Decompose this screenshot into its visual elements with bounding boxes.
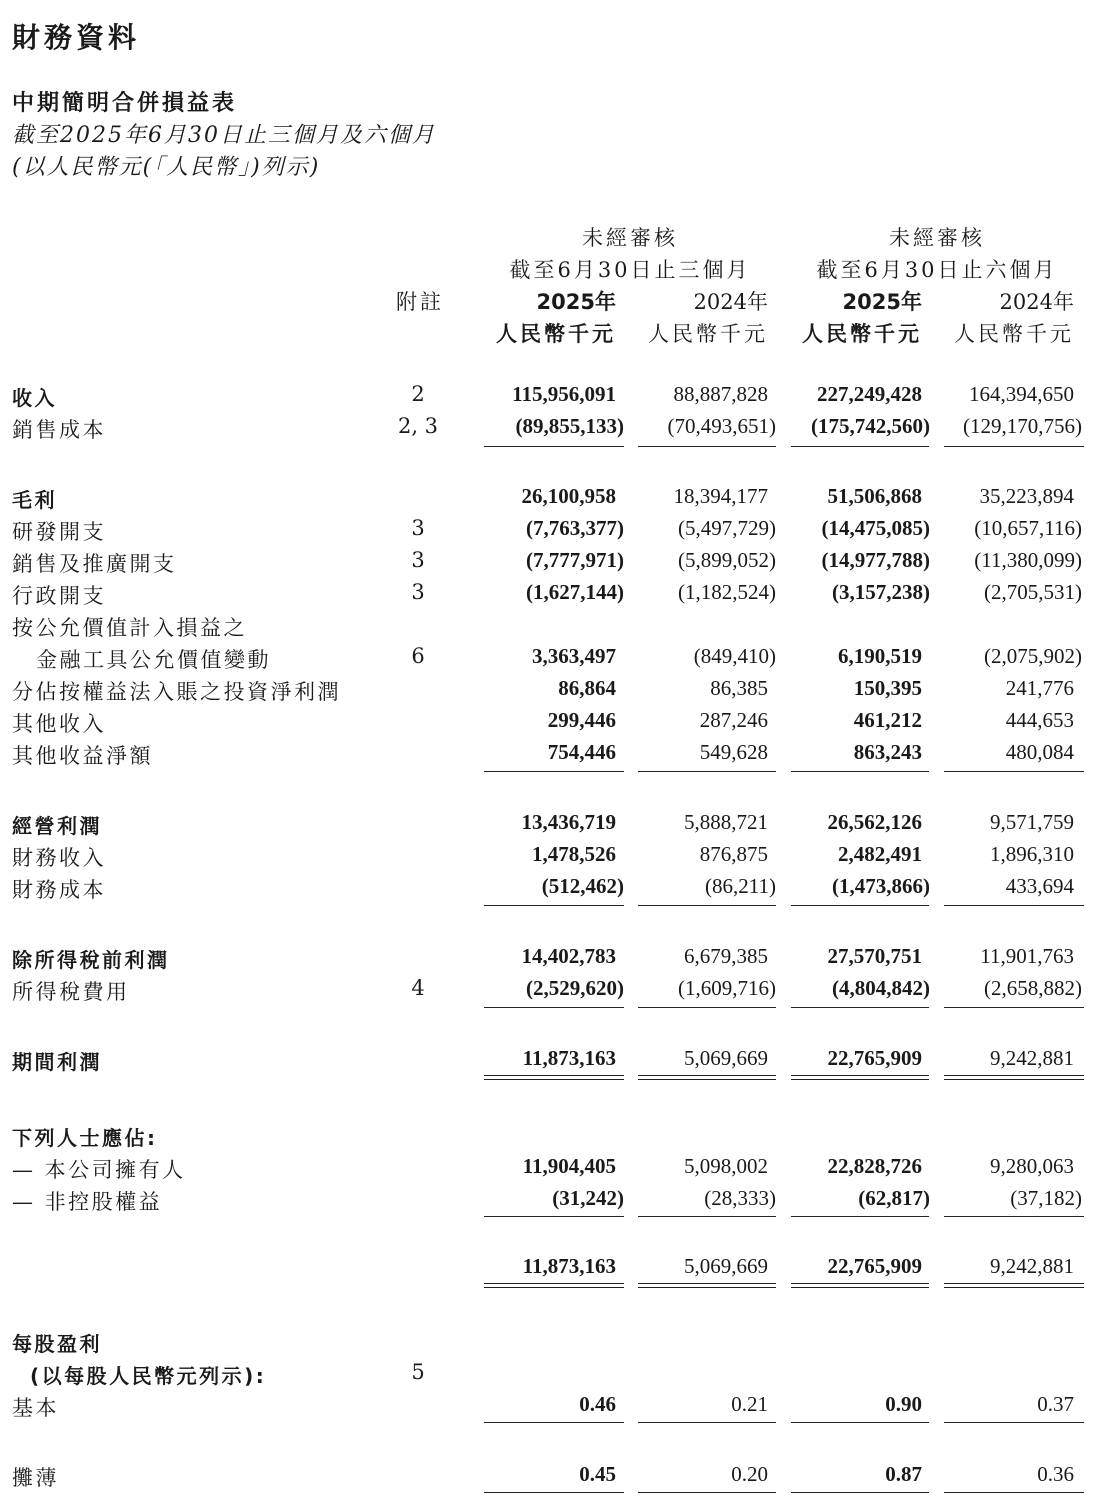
cell-profit-2025-6m: 22,765,909 [827, 1046, 922, 1070]
cell-owners-2025-6m: 22,828,726 [827, 1154, 922, 1178]
rule [791, 1007, 929, 1008]
cell-selling-2025-3m: (7,777,971) [526, 548, 624, 572]
cell-gross-profit-2025-6m: 51,506,868 [827, 484, 922, 508]
cell-rd-2025-3m: (7,763,377) [526, 516, 624, 540]
cell-nci-2024-3m: (28,333) [704, 1186, 776, 1210]
header-year-2025-6m: 2025年 [842, 290, 922, 314]
cell-revenue-2025-6m: 227,249,428 [817, 382, 922, 406]
cell-equity-method-2025-6m: 150,395 [853, 676, 922, 700]
cell-diluted-2024-3m: 0.20 [731, 1462, 768, 1486]
cell-diluted-2024-6m: 0.36 [1037, 1462, 1074, 1486]
row-label-revenue: 收入 [12, 386, 57, 410]
row-note-rd: 3 [411, 516, 425, 540]
rule [944, 1422, 1084, 1423]
cell-total-2025-6m: 22,765,909 [827, 1254, 922, 1278]
row-label-other-income: 其他收入 [12, 712, 106, 736]
cell-basic-2025-6m: 0.90 [885, 1392, 922, 1416]
rule [638, 1492, 776, 1493]
currency-line: (以人民幣元(「人民幣」)列示) [12, 155, 321, 180]
double-rule [638, 1075, 776, 1080]
rule [791, 1216, 929, 1217]
cell-revenue-2024-3m: 88,887,828 [673, 382, 768, 406]
cell-basic-2024-6m: 0.37 [1037, 1392, 1074, 1416]
rule [638, 771, 776, 772]
header-unaudited-6m: 未經審核 [889, 226, 985, 250]
row-label-equity-method: 分佔按權益法入賬之投資淨利潤 [12, 680, 341, 704]
double-rule [484, 1075, 624, 1080]
cell-fvtpl-2024-6m: (2,075,902) [984, 644, 1082, 668]
rule [791, 905, 929, 906]
row-label-nci: — 非控股權益 [12, 1190, 163, 1214]
rule [791, 1422, 929, 1423]
cell-other-income-2025-3m: 299,446 [547, 708, 616, 732]
row-label-tax: 所得稅費用 [12, 980, 130, 1004]
row-label-diluted: 攤薄 [12, 1466, 59, 1490]
cell-other-income-2024-6m: 444,653 [1005, 708, 1074, 732]
cell-finance-costs-2024-6m: 433,694 [1005, 874, 1074, 898]
cell-operating-profit-2024-6m: 9,571,759 [990, 810, 1074, 834]
row-note-revenue: 2 [411, 382, 425, 406]
cell-nci-2025-3m: (31,242) [552, 1186, 624, 1210]
rule [484, 1007, 624, 1008]
header-year-2024-3m: 2024年 [693, 290, 768, 314]
double-rule [484, 1283, 624, 1288]
row-label-fvtpl-line1: 按公允價值計入損益之 [12, 616, 247, 640]
cell-gross-profit-2024-6m: 35,223,894 [979, 484, 1074, 508]
cell-operating-profit-2025-3m: 13,436,719 [521, 810, 616, 834]
cell-other-income-2024-3m: 287,246 [699, 708, 768, 732]
cell-cost-of-sales-2025-6m: (175,742,560) [811, 414, 930, 438]
header-year-2024-6m: 2024年 [999, 290, 1074, 314]
cell-basic-2024-3m: 0.21 [731, 1392, 768, 1416]
cell-finance-income-2025-6m: 2,482,491 [838, 842, 922, 866]
rule [944, 771, 1084, 772]
cell-pbt-2025-3m: 14,402,783 [521, 944, 616, 968]
cell-admin-2024-6m: (2,705,531) [984, 580, 1082, 604]
cell-tax-2025-3m: (2,529,620) [526, 976, 624, 1000]
double-rule [791, 1075, 929, 1080]
rule [638, 1007, 776, 1008]
cell-fvtpl-2025-3m: 3,363,497 [532, 644, 616, 668]
cell-tax-2024-3m: (1,609,716) [678, 976, 776, 1000]
cell-equity-method-2025-3m: 86,864 [558, 676, 616, 700]
rule [791, 771, 929, 772]
header-unit-3: 人民幣千元 [802, 322, 922, 346]
cell-admin-2025-6m: (3,157,238) [832, 580, 930, 604]
rule [638, 905, 776, 906]
cell-fvtpl-2025-6m: 6,190,519 [838, 644, 922, 668]
cell-selling-2024-6m: (11,380,099) [974, 548, 1082, 572]
cell-total-2024-3m: 5,069,669 [684, 1254, 768, 1278]
cell-finance-income-2025-3m: 1,478,526 [532, 842, 616, 866]
rule [638, 1422, 776, 1423]
rule [944, 446, 1084, 447]
double-rule [944, 1075, 1084, 1080]
header-unaudited-3m: 未經審核 [582, 226, 678, 250]
cell-diluted-2025-3m: 0.45 [579, 1462, 616, 1486]
cell-owners-2024-3m: 5,098,002 [684, 1154, 768, 1178]
cell-finance-costs-2025-6m: (1,473,866) [832, 874, 930, 898]
cell-cost-of-sales-2024-6m: (129,170,756) [963, 414, 1082, 438]
cell-tax-2024-6m: (2,658,882) [984, 976, 1082, 1000]
cell-tax-2025-6m: (4,804,842) [832, 976, 930, 1000]
cell-diluted-2025-6m: 0.87 [885, 1462, 922, 1486]
cell-profit-2024-3m: 5,069,669 [684, 1046, 768, 1070]
rule [791, 1492, 929, 1493]
page-title: 財務資料 [12, 21, 141, 54]
cell-owners-2024-6m: 9,280,063 [990, 1154, 1074, 1178]
cell-admin-2025-3m: (1,627,144) [526, 580, 624, 604]
cell-nci-2025-6m: (62,817) [858, 1186, 930, 1210]
header-unit-1: 人民幣千元 [496, 322, 616, 346]
cell-equity-method-2024-6m: 241,776 [1005, 676, 1074, 700]
cell-other-income-2025-6m: 461,212 [853, 708, 922, 732]
row-label-finance-income: 財務收入 [12, 846, 106, 870]
rule [638, 1216, 776, 1217]
cell-selling-2025-6m: (14,977,788) [821, 548, 930, 572]
row-label-profit: 期間利潤 [12, 1050, 102, 1074]
header-period-6m: 截至6月30日止六個月 [816, 258, 1058, 282]
cell-other-gains-2024-6m: 480,084 [1005, 740, 1074, 764]
cell-finance-costs-2024-3m: (86,211) [705, 874, 776, 898]
cell-nci-2024-6m: (37,182) [1010, 1186, 1082, 1210]
cell-rd-2024-3m: (5,497,729) [678, 516, 776, 540]
cell-other-gains-2025-6m: 863,243 [853, 740, 922, 764]
row-label-owners: — 本公司擁有人 [12, 1158, 186, 1182]
row-label-finance-costs: 財務成本 [12, 878, 106, 902]
header-year-2025-3m: 2025年 [536, 290, 616, 314]
cell-owners-2025-3m: 11,904,405 [522, 1154, 616, 1178]
cell-profit-2024-6m: 9,242,881 [990, 1046, 1074, 1070]
row-label-rd: 研發開支 [12, 520, 106, 544]
rule [484, 905, 624, 906]
cell-rd-2024-6m: (10,657,116) [974, 516, 1082, 540]
cell-total-2025-3m: 11,873,163 [522, 1254, 616, 1278]
cell-gross-profit-2024-3m: 18,394,177 [673, 484, 768, 508]
row-note-eps: 5 [411, 1360, 425, 1384]
cell-pbt-2024-3m: 6,679,385 [684, 944, 768, 968]
row-label-admin: 行政開支 [12, 584, 106, 608]
rule [484, 1422, 624, 1423]
rule [791, 446, 929, 447]
row-label-selling: 銷售及推廣開支 [12, 552, 177, 576]
statement-title: 中期簡明合併損益表 [12, 91, 238, 116]
cell-pbt-2024-6m: 11,901,763 [980, 944, 1074, 968]
row-label-other-gains: 其他收益淨額 [12, 744, 153, 768]
cell-other-gains-2024-3m: 549,628 [699, 740, 768, 764]
rule [944, 1007, 1084, 1008]
rule [484, 771, 624, 772]
double-rule [944, 1283, 1084, 1288]
header-note: 附註 [396, 290, 444, 314]
row-note-cost-of-sales: 2, 3 [397, 414, 439, 438]
rule [484, 446, 624, 447]
row-label-eps-sub: (以每股人民幣元列示): [30, 1364, 267, 1388]
header-period-3m: 截至6月30日止三個月 [509, 258, 751, 282]
cell-operating-profit-2025-6m: 26,562,126 [827, 810, 922, 834]
cell-total-2024-6m: 9,242,881 [990, 1254, 1074, 1278]
rule [944, 905, 1084, 906]
cell-gross-profit-2025-3m: 26,100,958 [521, 484, 616, 508]
cell-other-gains-2025-3m: 754,446 [547, 740, 616, 764]
double-rule [638, 1283, 776, 1288]
rule [944, 1492, 1084, 1493]
period-line: 截至2025年6月30日止三個月及六個月 [12, 123, 436, 148]
cell-selling-2024-3m: (5,899,052) [678, 548, 776, 572]
row-note-admin: 3 [411, 580, 425, 604]
row-label-pbt: 除所得稅前利潤 [12, 948, 170, 972]
rule [944, 1216, 1084, 1217]
cell-cost-of-sales-2024-3m: (70,493,651) [667, 414, 776, 438]
header-unit-2: 人民幣千元 [648, 322, 768, 346]
rule [638, 446, 776, 447]
row-label-fvtpl: 金融工具公允價值變動 [36, 648, 271, 672]
cell-revenue-2025-3m: 115,956,091 [512, 382, 616, 406]
cell-operating-profit-2024-3m: 5,888,721 [684, 810, 768, 834]
cell-cost-of-sales-2025-3m: (89,855,133) [515, 414, 624, 438]
cell-pbt-2025-6m: 27,570,751 [827, 944, 922, 968]
double-rule [791, 1283, 929, 1288]
cell-finance-income-2024-6m: 1,896,310 [990, 842, 1074, 866]
cell-basic-2025-3m: 0.46 [579, 1392, 616, 1416]
row-label-eps-title: 每股盈利 [12, 1332, 102, 1356]
row-label-operating-profit: 經營利潤 [12, 814, 102, 838]
row-label-attributable: 下列人士應佔: [12, 1126, 158, 1150]
header-unit-4: 人民幣千元 [954, 322, 1074, 346]
row-label-basic: 基本 [12, 1396, 59, 1420]
cell-fvtpl-2024-3m: (849,410) [693, 644, 776, 668]
cell-profit-2025-3m: 11,873,163 [522, 1046, 616, 1070]
cell-rd-2025-6m: (14,475,085) [821, 516, 930, 540]
cell-finance-costs-2025-3m: (512,462) [541, 874, 624, 898]
row-note-fvtpl: 6 [411, 644, 425, 668]
rule [484, 1216, 624, 1217]
row-label-gross-profit: 毛利 [12, 488, 57, 512]
cell-equity-method-2024-3m: 86,385 [710, 676, 768, 700]
cell-admin-2024-3m: (1,182,524) [678, 580, 776, 604]
cell-revenue-2024-6m: 164,394,650 [969, 382, 1074, 406]
rule [484, 1492, 624, 1493]
row-label-cost-of-sales: 銷售成本 [12, 418, 106, 442]
row-note-tax: 4 [411, 976, 425, 1000]
row-note-selling: 3 [411, 548, 425, 572]
cell-finance-income-2024-3m: 876,875 [699, 842, 768, 866]
